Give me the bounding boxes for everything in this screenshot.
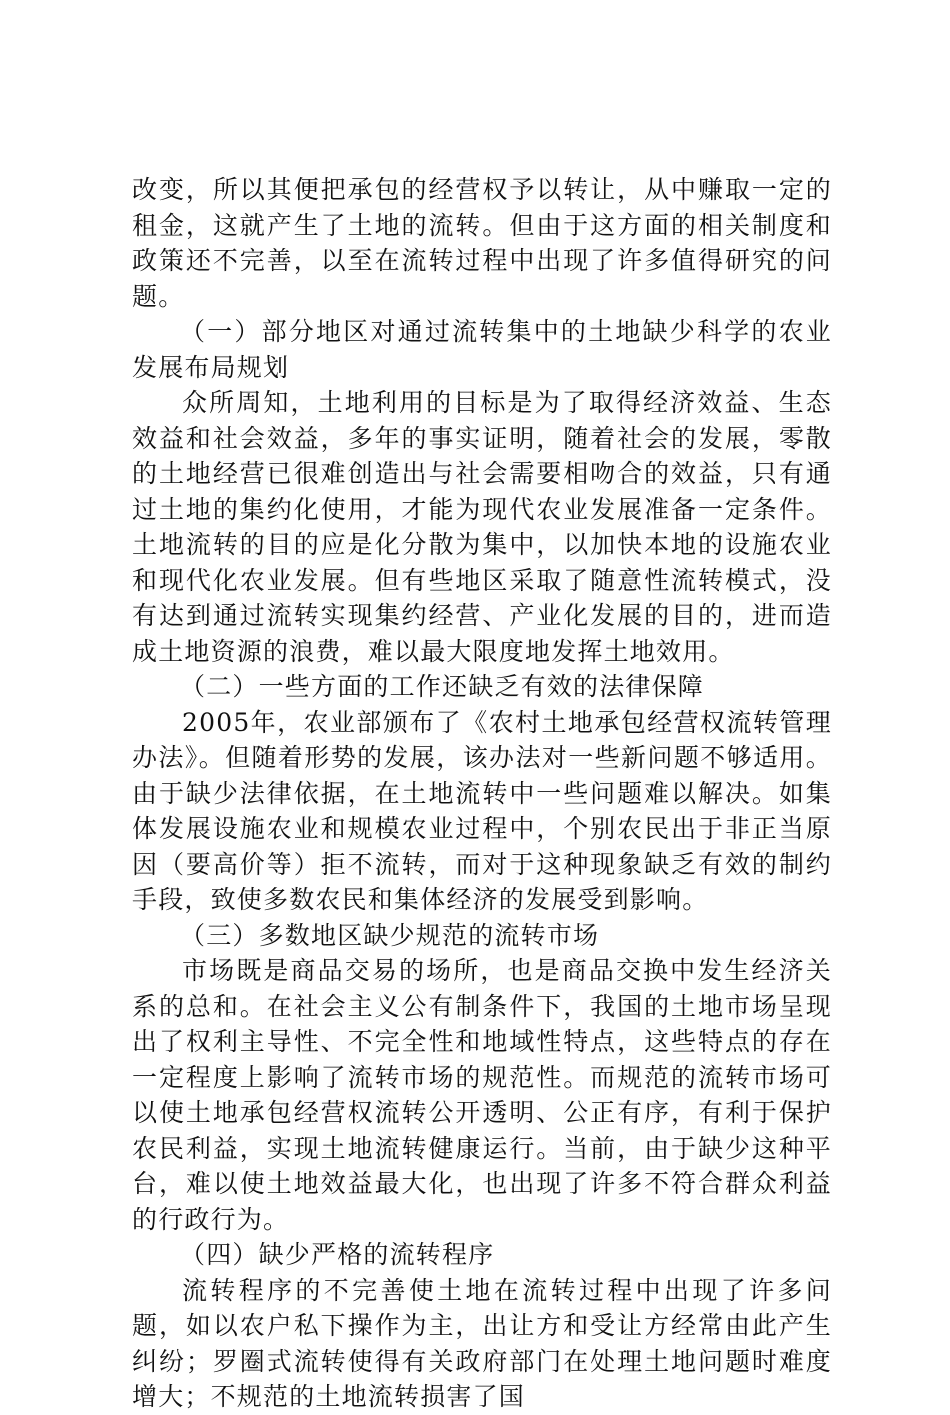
paragraph-section-1: 众所周知，土地利用的目标是为了取得经济效益、生态效益和社会效益，多年的事实证明，随着社会的发展，零散的土地经营已很难创造出与社会需要相吻合的效益，只有通过土地的集约化使用，才能为现代农业发展准备一定条件。土地流转的目的应是化分散为集中，以加快本地的设施农业和现代化农业发展。但有些地区采取了随意性流转模式，没有达到通过流转实现集约经营、产业化发展的目的，进而造成土地资源的浪费，难以最大限度地发挥土地效用。 <box>132 388 832 666</box>
section-heading-1: （一）部分地区对通过流转集中的土地缺少科学的农业发展布局规划 <box>132 317 832 382</box>
paragraph-continuation: 改变，所以其便把承包的经营权予以转让，从中赚取一定的租金，这就产生了土地的流转。但由于这方面的相关制度和政策还不完善，以至在流转过程中出现了许多值得研究的问题。 <box>132 175 832 311</box>
paragraph-section-3: 市场既是商品交易的场所，也是商品交换中发生经济关系的总和。在社会主义公有制条件下，我国的土地市场呈现出了权利主导性、不完全性和地域性特点，这些特点的存在一定程度上影响了流转市场的规范性。而规范的流转市场可以使土地承包经营权流转公开透明、公正有序，有利于保护农民利益，实现土地流转健康运行。当前，由于缺少这种平台，难以使土地效益最大化，也出现了许多不符合群众利益的行政行为。 <box>132 956 832 1234</box>
paragraph-section-4: 流转程序的不完善使土地在流转过程中出现了许多问题，如以农户私下操作为主，出让方和受让方经常由此产生纠纷；罗圈式流转使得有关政府部门在处理土地问题时难度增大；不规范的土地流转损害了国 <box>132 1275 832 1411</box>
section-heading-4: （四）缺少严格的流转程序 <box>180 1240 495 1269</box>
paragraph-section-2: 2005年，农业部颁布了《农村土地承包经营权流转管理办法》。但随着形势的发展，该办法对一些新问题不够适用。由于缺少法律依据，在土地流转中一些问题难以解决。如集体发展设施农业和规模农业过程中，个别农民出于非正当原因（要高价等）拒不流转，而对于这种现象缺乏有效的制约手段，致使多数农民和集体经济的发展受到影响。 <box>132 707 832 914</box>
section-heading-2: （二）一些方面的工作还缺乏有效的法律保障 <box>180 672 705 701</box>
section-heading-3: （三）多数地区缺少规范的流转市场 <box>180 920 600 950</box>
document-body <box>132 172 832 1415</box>
